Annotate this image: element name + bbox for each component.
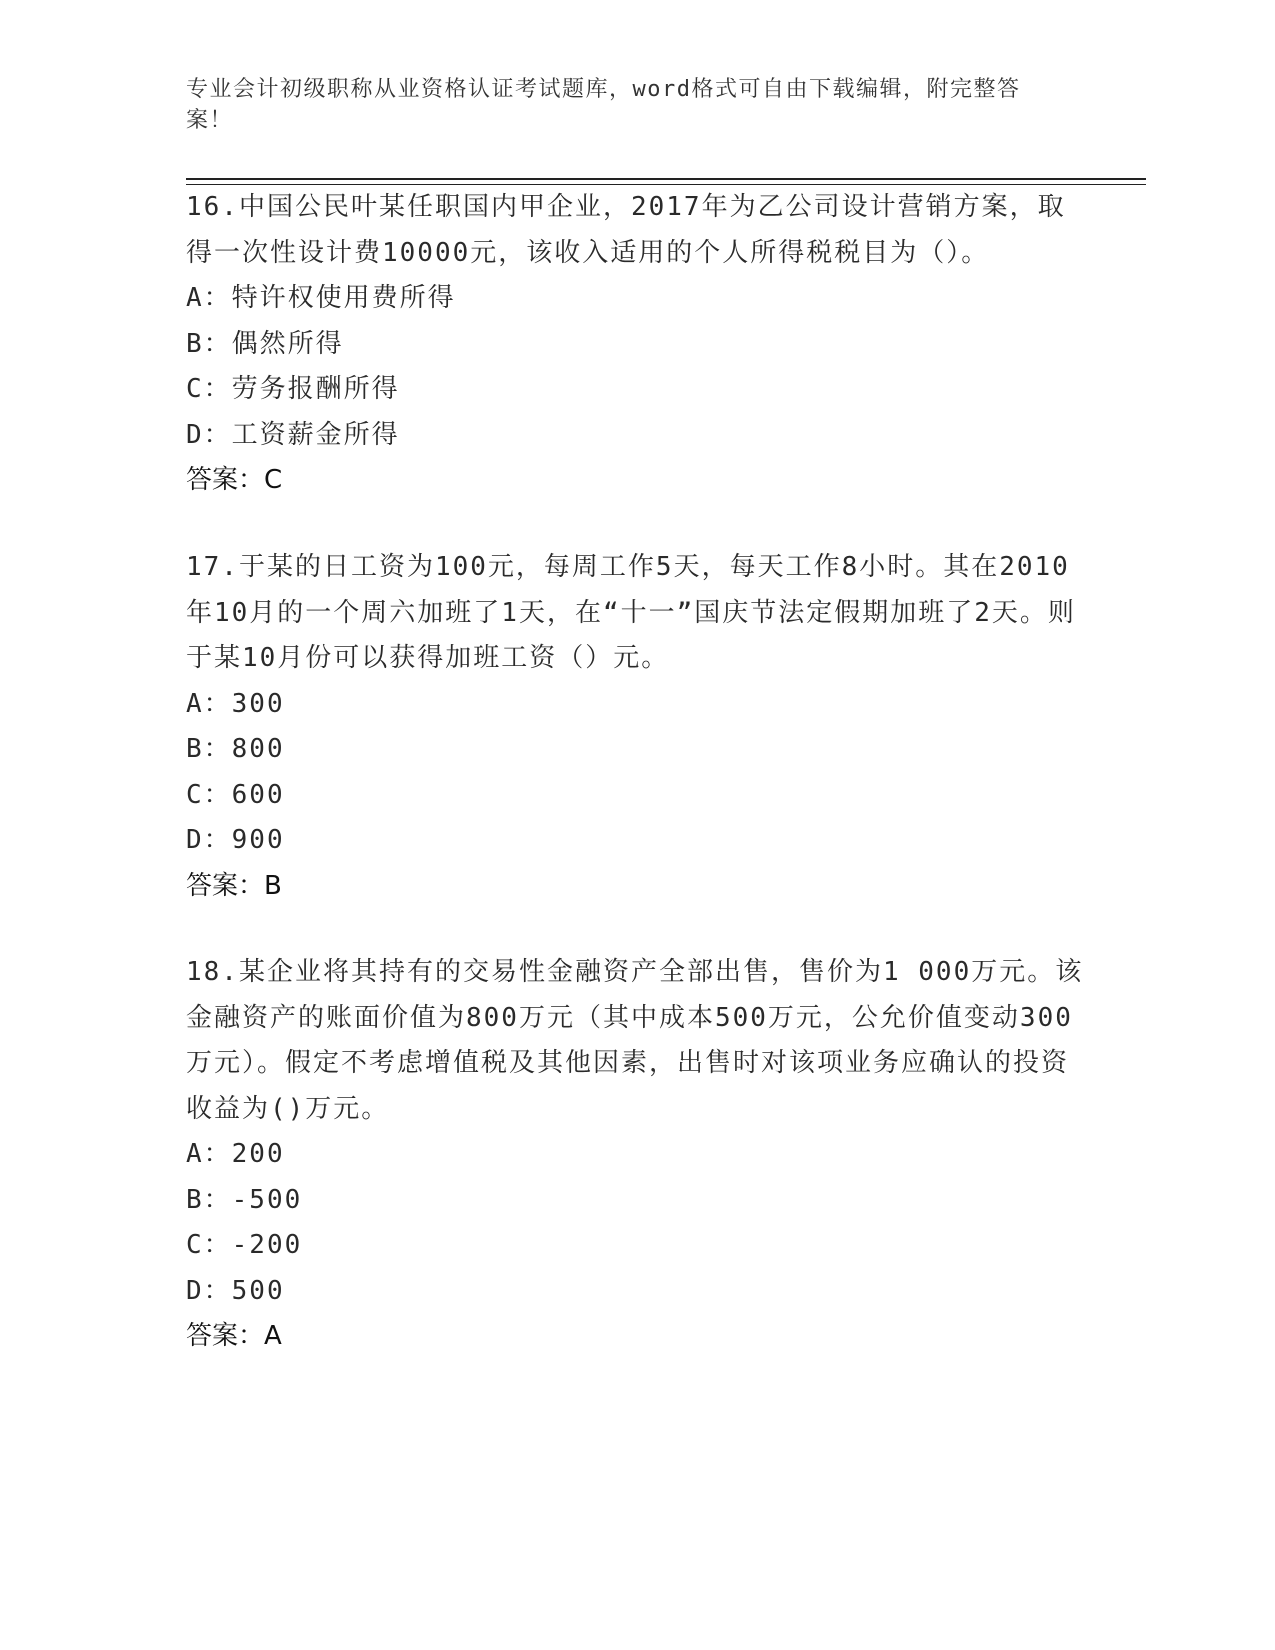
option-c: C：600 [186,779,285,810]
question-18 [186,950,1086,1360]
option-d: D：900 [186,825,285,855]
question-17 [186,545,1086,909]
question-16 [186,185,1086,504]
option-a: A：300 [186,688,285,719]
document-header: 专业会计初级职称从业资格认证考试题库，word格式可自由下载编辑，附完整答案！ [186,77,1021,133]
answer-line: 答案：A [186,1321,282,1351]
option-d: D：500 [186,1275,285,1306]
header-divider [186,178,1146,185]
option-a: A：200 [186,1139,285,1169]
question-stem: 16.中国公民叶某任职国内甲企业，2017年为乙公司设计营销方案，取得一次性设计费10000元，该收入适用的个人所得税税目为（）。 [186,192,1066,268]
answer-line: 答案：C [186,465,283,495]
option-c: C：-200 [186,1230,303,1260]
question-stem: 17.于某的日工资为100元，每周工作5天，每天工作8小时。其在2010年10月的一个周六加班了1天，在“十一”国庆节法定假期加班了2天。则于某10月份可以获得加班工资（）元。 [186,552,1076,673]
option-b: B：偶然所得 [186,328,344,359]
option-b: B：800 [186,734,285,764]
option-d: D：工资薪金所得 [186,419,400,450]
answer-line: 答案：B [186,870,282,901]
option-c: C：劳务报酬所得 [186,374,400,404]
option-b: B：-500 [186,1184,303,1215]
question-stem: 18.某企业将其持有的交易性金融资产全部出售，售价为1 000万元。该金融资产的账面价值为800万元（其中成本500万元，公允价值变动300万元）。假定不考虑增值税及其他因素，出售时对该项业务应确认的投资收益为()万元。 [186,957,1084,1124]
option-a: A：特许权使用费所得 [186,283,456,313]
